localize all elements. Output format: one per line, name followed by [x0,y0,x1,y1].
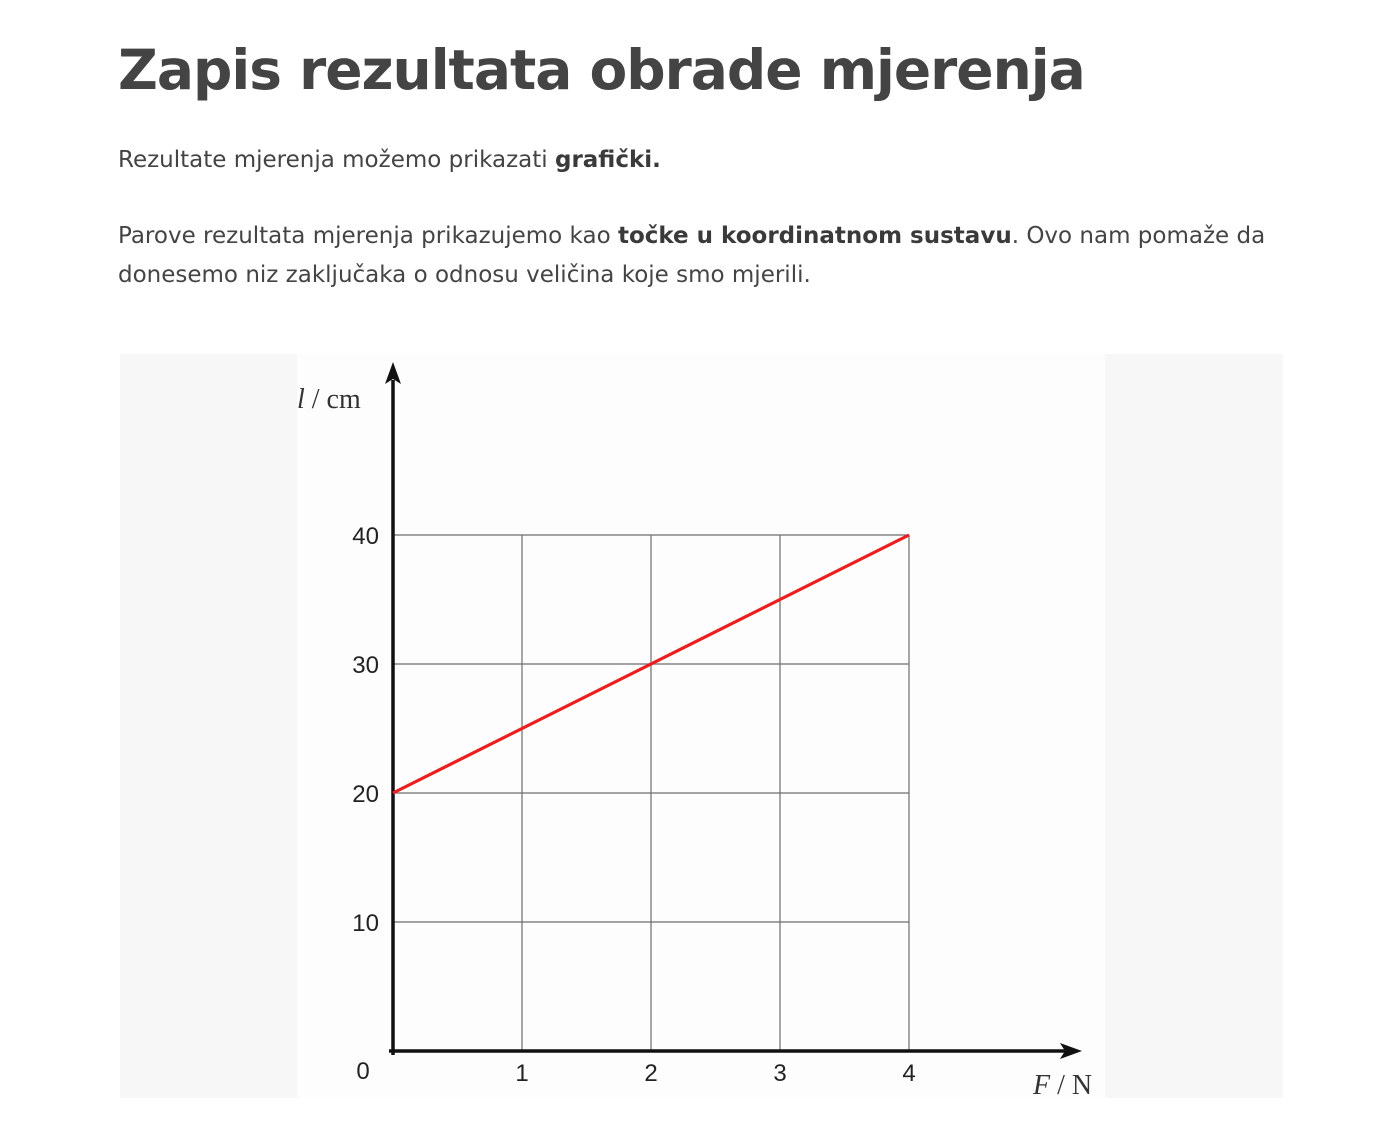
x-tick-label-1: 1 [515,1060,529,1087]
x-tick-label-2: 2 [644,1060,658,1087]
description-paragraph [118,217,1288,295]
origin-label: 0 [356,1058,370,1085]
page-title: Zapis rezultata obrade mjerenja [118,38,1085,102]
axes [385,362,1082,1059]
x-tick-label-4: 4 [902,1060,916,1087]
grid-lines [393,535,909,1051]
y-tick-label-10: 10 [352,910,379,937]
intro-bold-text: grafički. [554,147,661,173]
x-tick-label-3: 3 [773,1060,787,1087]
y-tick-label-40: 40 [352,523,379,550]
y-axis-symbol: l [297,384,305,415]
x-axis-unit: / N [1050,1070,1093,1098]
intro-paragraph [118,141,1288,180]
y-tick-label-30: 30 [352,652,379,679]
intro-text: Rezultate mjerenja možemo prikazati [118,147,555,173]
description-text-after: . Ovo nam pomaže da donesemo niz zaključaka o odnosu veličina koje smo mjerili. [118,223,1266,288]
line-chart [120,354,1283,1098]
y-tick-label-20: 20 [352,781,379,808]
description-bold-text: točke u koordinatnom sustavu [617,223,1012,249]
y-axis-title [297,384,361,415]
description-text-before: Parove rezultata mjerenja prikazujemo kao [118,223,618,249]
tick-labels [297,384,1092,1098]
chart-figure [120,354,1283,1098]
x-axis-title [1032,1070,1092,1098]
y-axis-unit: / cm [304,384,361,415]
x-axis-symbol: F [1033,1070,1051,1098]
